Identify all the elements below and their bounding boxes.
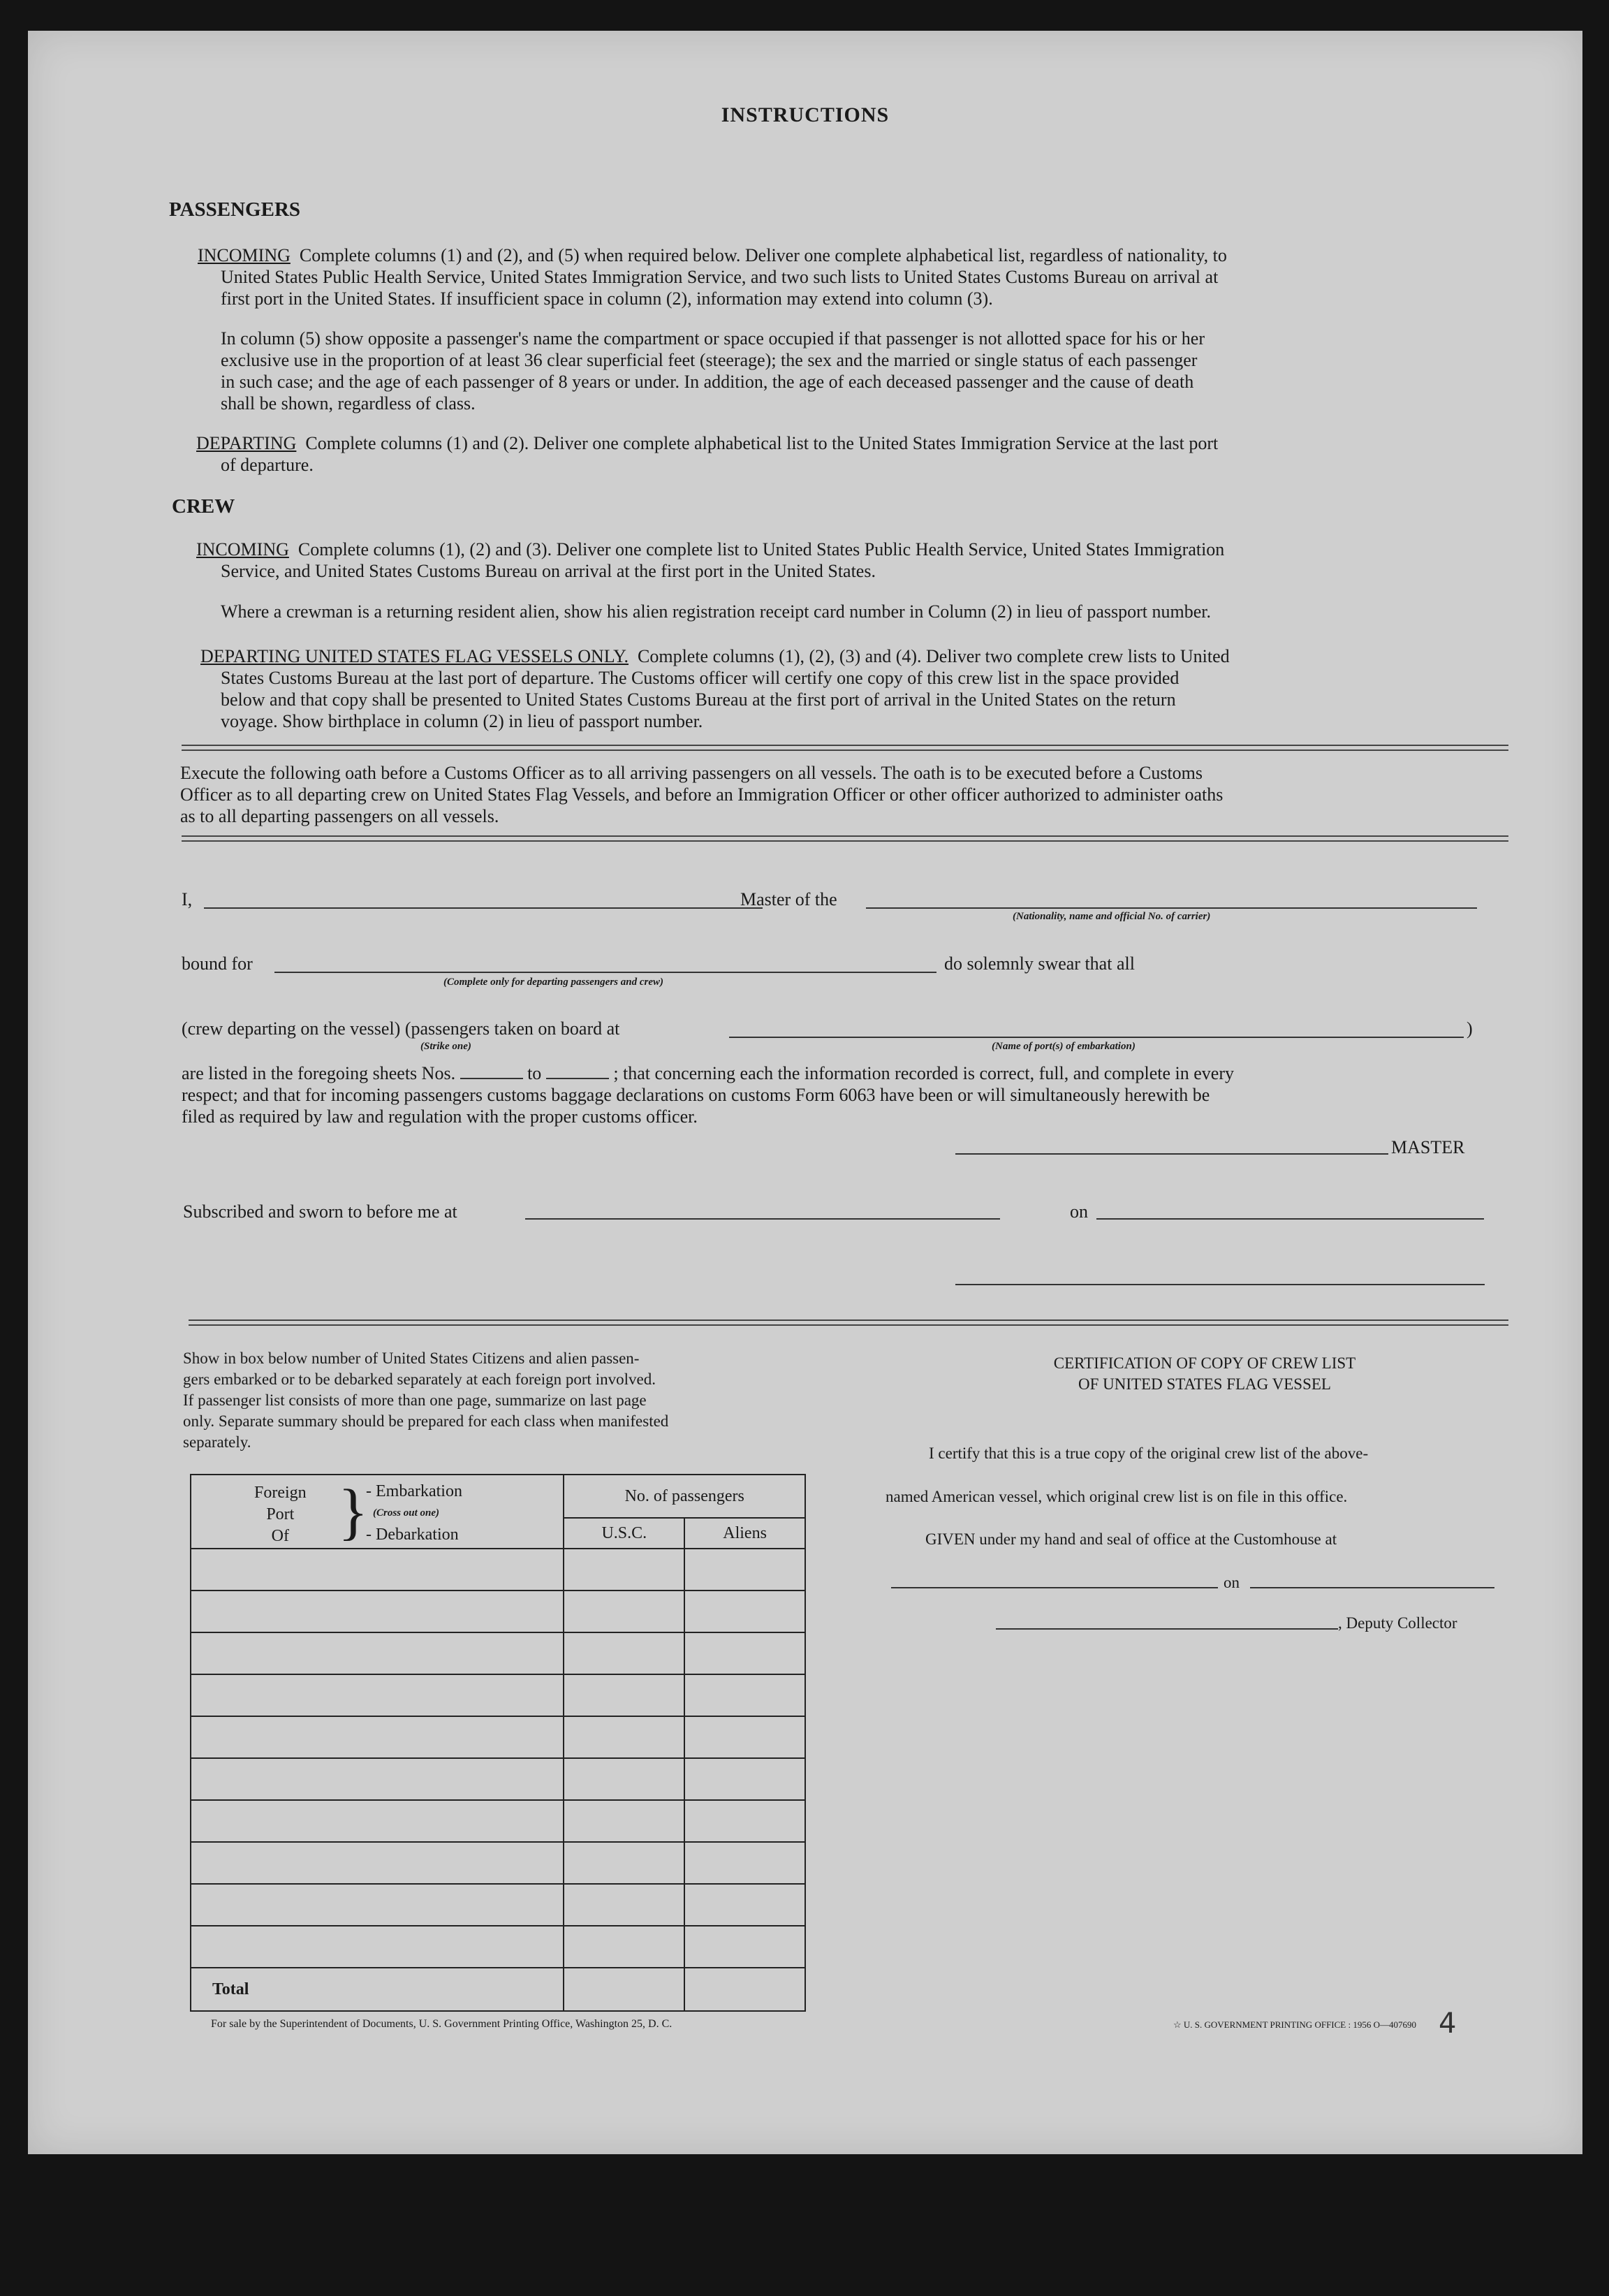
master-label: MASTER (1391, 1137, 1465, 1157)
no-of-passengers-header: No. of passengers (564, 1475, 805, 1518)
crew-incoming-label: INCOMING (196, 539, 289, 560)
table-row (191, 1800, 805, 1842)
passengers-departing-line1: DEPARTING Complete columns (1) and (2). Deliver one complete alphabetical list to the United States Immigration Service at the last port (196, 433, 1219, 453)
nationality-caption: (Nationality, name and official No. of carrier) (1013, 911, 1211, 922)
bound-for-field[interactable] (274, 972, 936, 973)
table-row (191, 1549, 805, 1591)
usc-cell[interactable] (564, 1549, 684, 1591)
cert-date-field[interactable] (1250, 1587, 1494, 1588)
oath-intro-line1: Execute the following oath before a Customs Officer as to all arriving passengers on all vessels. The oath is to be executed before a Customs (180, 763, 1203, 783)
port-cell[interactable] (191, 1884, 564, 1926)
close-paren: ) (1467, 1018, 1473, 1039)
aliens-cell[interactable] (684, 1758, 805, 1800)
oath-i-label: I, (182, 889, 193, 909)
strike-one-caption: (Strike one) (420, 1041, 471, 1052)
passengers-heading: PASSENGERS (169, 198, 301, 221)
certify-line2: named American vessel, which original crew list is on file in this office. (886, 1488, 1348, 1505)
filed-line: filed as required by law and regulation with the proper customs officer. (182, 1106, 698, 1127)
aliens-cell[interactable] (684, 1716, 805, 1758)
aliens-cell[interactable] (684, 1591, 805, 1632)
usc-cell[interactable] (564, 1632, 684, 1674)
passengers-incoming-line2: United States Public Health Service, United States Immigration Service, and two such lists to United States Customs Bureau on arrival at (221, 267, 1219, 287)
table-row (191, 1842, 805, 1884)
sworn-at-field[interactable] (525, 1218, 1000, 1220)
total-label: Total (191, 1968, 564, 2011)
usc-cell[interactable] (564, 1926, 684, 1968)
port-cell[interactable] (191, 1758, 564, 1800)
incoming-label: INCOMING (198, 245, 291, 265)
usc-cell[interactable] (564, 1842, 684, 1884)
aliens-header: Aliens (684, 1518, 805, 1549)
departing-label: DEPARTING (196, 433, 297, 453)
passengers-incoming-line1: INCOMING Complete columns (1) and (2), and (5) when required below. Deliver one complete alphabetical list, regardless of nationality, to (198, 245, 1227, 265)
aliens-cell[interactable] (684, 1884, 805, 1926)
crew-heading: CREW (172, 495, 235, 518)
column5-line1: In column (5) show opposite a passenger's name the compartment or space occupied if that passenger is not allotted space for his or her (221, 328, 1205, 349)
table-row (191, 1884, 805, 1926)
usc-header: U.S.C. (564, 1518, 684, 1549)
port-cell[interactable] (191, 1674, 564, 1716)
total-aliens-cell[interactable] (684, 1968, 805, 2011)
passengers-departing-line2: of departure. (221, 455, 314, 475)
usc-cell[interactable] (564, 1591, 684, 1632)
sworn-date-field[interactable] (1096, 1218, 1484, 1220)
divider (182, 745, 1508, 751)
oath-intro-line2: Officer as to all departing crew on United States Flag Vessels, and before an Immigration Officer or other officer authorized to administer oaths (180, 784, 1224, 805)
column5-line3: in such case; and the age of each passenger of 8 years or under. In addition, the age of each deceased passenger and the cause of death (221, 372, 1194, 392)
brace: } (338, 1477, 369, 1546)
table-row (191, 1716, 805, 1758)
gpo-footer: ☆ U. S. GOVERNMENT PRINTING OFFICE : 1956 O—407690 (1173, 2019, 1416, 2030)
port-cell[interactable] (191, 1549, 564, 1591)
carrier-field[interactable] (866, 907, 1477, 909)
sale-footer: For sale by the Superintendent of Documents, U. S. Government Printing Office, Washington 25, D. C. (211, 2018, 673, 2030)
certify-line1: I certify that this is a true copy of the original crew list of the above- (929, 1445, 1369, 1462)
usc-cell[interactable] (564, 1674, 684, 1716)
ports-field[interactable] (729, 1037, 1464, 1038)
respect-line: respect; and that for incoming passengers customs baggage declarations on customs Form 6063 have been or will simultaneously herewith be (182, 1085, 1210, 1105)
passenger-summary-table (190, 1474, 806, 2012)
crew-departing-clause: (crew departing on the vessel) (passengers taken on board at (182, 1018, 620, 1039)
table-row (191, 1758, 805, 1800)
table-row (191, 1674, 805, 1716)
divider (182, 835, 1508, 842)
master-name-field[interactable] (204, 907, 763, 909)
usc-cell[interactable] (564, 1800, 684, 1842)
summary-instructions: Show in box below number of United States Citizens and alien passen- gers embarked or to be debarked separately at each foreign port involved. If passenger list consists of more than one page, summarize on last page only. Separate summary should be prepared for each class when manifested separately. (183, 1350, 669, 1451)
deputy-collector-label: , Deputy Collector (1338, 1614, 1457, 1632)
officer-signature-field[interactable] (955, 1284, 1485, 1285)
form-page (28, 31, 1582, 2154)
passengers-incoming-line3: first port in the United States. If insufficient space in column (2), information may extend into column (3). (221, 288, 993, 309)
deputy-signature-field[interactable] (996, 1628, 1338, 1630)
usc-cell[interactable] (564, 1758, 684, 1800)
table-row (191, 1591, 805, 1632)
table-row (191, 1632, 805, 1674)
crew-incoming-line2: Service, and United States Customs Bureau on arrival at the first port in the United States. (221, 561, 876, 581)
crew-departing-line2: States Customs Bureau at the last port of departure. The Customs officer will certify one copy of this crew list in the space provided (221, 668, 1180, 688)
crew-departing-line1: DEPARTING UNITED STATES FLAG VESSELS ONLY. Complete columns (1), (2), (3) and (4). Deliver two complete crew lists to United (200, 646, 1230, 666)
crew-alien-line: Where a crewman is a returning resident alien, show his alien registration receipt card number in Column (2) in lieu of passport number. (221, 601, 1212, 622)
complete-only-caption: (Complete only for departing passengers and crew) (443, 977, 663, 988)
usc-cell[interactable] (564, 1884, 684, 1926)
certification-title: CERTIFICATION OF COPY OF CREW LIST OF UNITED STATES FLAG VESSEL (1053, 1354, 1356, 1393)
crew-departing-line3: below and that copy shall be presented to United States Customs Bureau at the first port of arrival in the United States on the return (221, 689, 1176, 710)
aliens-cell[interactable] (684, 1674, 805, 1716)
given-line: GIVEN under my hand and seal of office at the Customhouse at (925, 1530, 1337, 1548)
handwritten-mark: 4 (1439, 2008, 1457, 2040)
master-signature-field[interactable] (955, 1153, 1388, 1155)
master-of-the-label: Master of the (740, 889, 837, 909)
sheets-from-field[interactable] (460, 1078, 523, 1079)
bound-for-label: bound for (182, 953, 253, 974)
port-header: Foreign Port Of } - Embarkation (Cross out one) - Debarkation (191, 1475, 564, 1549)
port-cell[interactable] (191, 1591, 564, 1632)
port-cell[interactable] (191, 1632, 564, 1674)
ports-caption: (Name of port(s) of embarkation) (992, 1041, 1136, 1052)
table-row (191, 1926, 805, 1968)
sworn-on-label: on (1070, 1201, 1088, 1222)
customhouse-field[interactable] (891, 1587, 1218, 1588)
divider (189, 1319, 1508, 1326)
crew-departing-label: DEPARTING UNITED STATES FLAG VESSELS ONLY. (200, 646, 629, 666)
aliens-cell[interactable] (684, 1842, 805, 1884)
aliens-cell[interactable] (684, 1926, 805, 1968)
subscribed-label: Subscribed and sworn to before me at (183, 1201, 457, 1222)
port-cell[interactable] (191, 1926, 564, 1968)
crew-incoming-line1: INCOMING Complete columns (1), (2) and (3). Deliver one complete list to United States Public Health Service, United States Immigration (196, 539, 1225, 560)
port-cell[interactable] (191, 1800, 564, 1842)
column5-line2: exclusive use in the proportion of at least 36 clear superficial feet (steerage); the sex and the married or single status of each passenger (221, 350, 1198, 370)
usc-cell[interactable] (564, 1716, 684, 1758)
sheets-to-field[interactable] (546, 1078, 609, 1079)
aliens-cell[interactable] (684, 1549, 805, 1591)
port-cell[interactable] (191, 1716, 564, 1758)
page-title: INSTRUCTIONS (721, 103, 890, 126)
crew-departing-line4: voyage. Show birthplace in column (2) in lieu of passport number. (221, 711, 703, 731)
column5-line4: shall be shown, regardless of class. (221, 393, 476, 414)
listed-line: are listed in the foregoing sheets Nos. to ; that concerning each the information recorded is correct, full, and complete in every (182, 1063, 1234, 1083)
total-usc-cell[interactable] (564, 1968, 684, 2011)
oath-intro-line3: as to all departing passengers on all vessels. (180, 806, 499, 826)
aliens-cell[interactable] (684, 1632, 805, 1674)
swear-text: do solemnly swear that all (944, 953, 1135, 974)
port-cell[interactable] (191, 1842, 564, 1884)
blank-rows (191, 1549, 805, 1968)
cert-on-label: on (1224, 1574, 1240, 1591)
aliens-cell[interactable] (684, 1800, 805, 1842)
